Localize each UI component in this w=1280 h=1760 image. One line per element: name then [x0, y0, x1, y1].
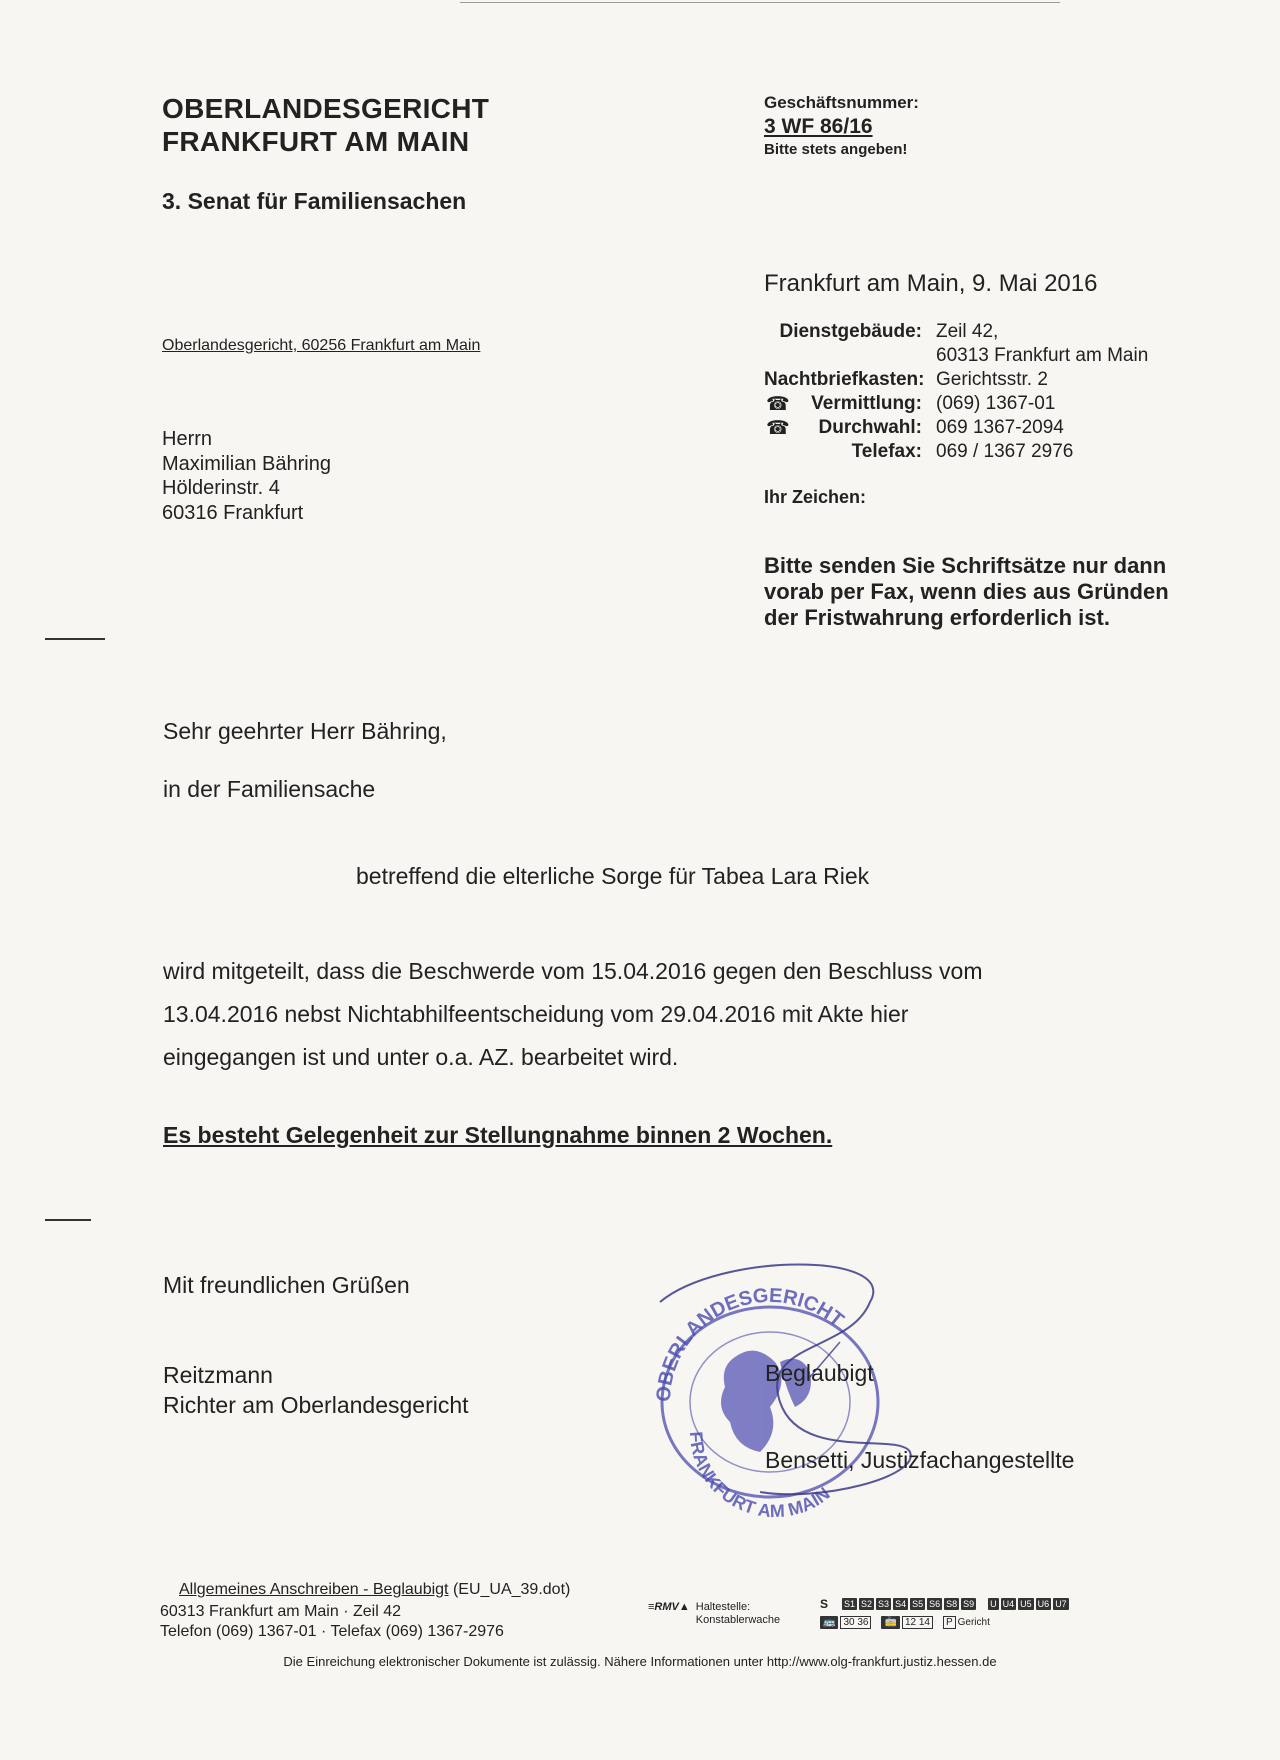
u-bahn-line: U7: [1055, 1599, 1067, 1609]
case-ref-number: 3 WF 86/16: [764, 115, 873, 138]
paragraph-line: wird mitgeteilt, dass die Beschwerde vom 15.04.2016 gegen den Beschluss vom: [163, 958, 983, 984]
footer-phone: Telefon (069) 1367-01 · Telefax (069) 1367-2976: [160, 1623, 504, 1640]
case-ref-note: Bitte stets angeben!: [764, 141, 908, 158]
u-bahn-line: U6: [1037, 1599, 1050, 1609]
contact-row: [764, 368, 1148, 392]
footer-template: [179, 1581, 570, 1599]
signature-block: [163, 1360, 469, 1420]
paragraph-line: eingegangen ist und unter o.a. AZ. bearbeitet wird.: [163, 1044, 679, 1070]
sender-line: Oberlandesgericht, 60256 Frankfurt am Main: [162, 337, 481, 354]
letter-salutation: Sehr geehrter Herr Bähring,: [163, 718, 447, 744]
clerk-name: Bensetti, Justizfachangestellte: [765, 1447, 1075, 1473]
recipient-city: 60316 Frankfurt: [162, 501, 304, 524]
contact-row: [764, 440, 1148, 464]
s-bahn-line: S8: [946, 1599, 958, 1609]
s-bahn-line: S6: [929, 1599, 941, 1609]
senate-name: 3. Senat für Familiensachen: [162, 188, 467, 214]
tram-icon: 🚋: [881, 1616, 899, 1629]
certified-label: Beglaubigt: [765, 1360, 874, 1386]
footer-address: 60313 Frankfurt am Main · Zeil 42: [160, 1603, 401, 1620]
your-reference-label: Ihr Zeichen:: [764, 487, 867, 507]
signer-name: Reitzmann: [163, 1362, 273, 1388]
fold-mark: [45, 1219, 91, 1221]
phone-icon: ☎: [766, 394, 790, 415]
contact-label: Telefax:: [851, 441, 922, 462]
court-name-line2: FRANKFURT AM MAIN: [162, 126, 470, 157]
recipient-address: [162, 427, 331, 525]
u-bahn-line: U: [990, 1599, 997, 1609]
fax-notice-line: vorab per Fax, wenn dies aus Gründen: [764, 579, 1169, 604]
recipient-salutation: Herrn: [162, 428, 213, 450]
s-bahn-icon: S: [820, 1597, 829, 1611]
fax-notice-line: Bitte senden Sie Schriftsätze nur dann: [764, 553, 1167, 578]
contact-row: [764, 320, 1148, 344]
footer-template-name: Allgemeines Anschreiben - Beglaubigt: [179, 1581, 449, 1598]
contact-label: Dienstgebäude:: [779, 321, 922, 342]
footer-template-file: (EU_UA_39.dot): [452, 1581, 571, 1598]
fax-notice-line: der Fristwahrung erforderlich ist.: [764, 605, 1110, 630]
parking-label: Gericht: [957, 1617, 990, 1628]
contact-value: 069 / 1367 2976: [936, 441, 1074, 462]
closing: Mit freundlichen Grüßen: [163, 1272, 410, 1298]
transit-logo-icon: ≡RMV▲: [648, 1601, 690, 1613]
recipient-street: Hölderinstr. 4: [162, 477, 280, 499]
case-ref-label: Geschäftsnummer:: [764, 93, 919, 112]
stop-name: Konstablerwache: [695, 1614, 781, 1626]
footer-info: Die Einreichung elektronischer Dokumente ist zulässig. Nähere Informationen unter http://www.olg-frankfurt.justiz.hessen.de: [283, 1654, 997, 1669]
transit-lines: [820, 1597, 1071, 1629]
s-bahn-line: S3: [878, 1599, 890, 1609]
bus-icon: 🚌: [820, 1616, 838, 1629]
court-seal-stamp: [640, 1262, 1000, 1567]
letter-subject: betreffend die elterliche Sorge für Tabea Lara Riek: [356, 863, 870, 889]
fold-mark: [45, 638, 105, 640]
bus-lines: 30 36: [840, 1616, 871, 1629]
u-bahn-line: U4: [1002, 1599, 1015, 1609]
contact-block: [764, 320, 1148, 464]
footer-address-block: [160, 1602, 504, 1642]
parking-icon: P: [943, 1616, 956, 1629]
recipient-name: Maximilian Bähring: [162, 452, 331, 475]
contact-row: [764, 344, 1148, 368]
contact-label: Nachtbriefkasten:: [764, 369, 925, 390]
transit-stop: [648, 1601, 780, 1627]
contact-value: 60313 Frankfurt am Main: [936, 345, 1149, 366]
fax-notice: [764, 553, 1169, 631]
letter-date: Frankfurt am Main, 9. Mai 2016: [764, 270, 1098, 297]
signer-title: Richter am Oberlandesgericht: [163, 1392, 469, 1418]
letter-paragraph: [163, 950, 1123, 1079]
contact-label: Vermittlung:: [811, 393, 922, 414]
s-bahn-line: S1: [844, 1599, 856, 1609]
contact-row: [764, 392, 1148, 416]
s-bahn-line: S9: [963, 1599, 975, 1609]
contact-value: Gerichtsstr. 2: [936, 369, 1048, 390]
s-bahn-line: S4: [895, 1599, 907, 1609]
letter-intro: in der Familiensache: [163, 776, 376, 802]
tram-lines: 12 14: [902, 1616, 933, 1629]
statement-notice: Es besteht Gelegenheit zur Stellungnahme binnen 2 Wochen.: [163, 1122, 833, 1148]
phone-icon: ☎: [766, 418, 790, 439]
contact-value: (069) 1367-01: [936, 393, 1056, 414]
top-edge-line: [460, 2, 1060, 3]
s-bahn-line: S5: [912, 1599, 924, 1609]
court-name-line1: OBERLANDESGERICHT: [162, 93, 490, 124]
stamp-bottom-text: FRANKFURT AM MAIN: [685, 1430, 834, 1522]
stop-label: Haltestelle:: [695, 1601, 751, 1613]
paragraph-line: 13.04.2016 nebst Nichtabhilfeentscheidung vom 29.04.2016 mit Akte hier: [163, 1001, 909, 1027]
contact-value: Zeil 42,: [936, 321, 999, 342]
u-bahn-line: U5: [1020, 1599, 1032, 1609]
court-name: [162, 92, 489, 158]
s-bahn-line: S2: [861, 1599, 873, 1609]
contact-row: [764, 416, 1148, 440]
contact-label: Durchwahl:: [818, 417, 922, 438]
contact-value: 069 1367-2094: [936, 417, 1064, 438]
stamp-top-text: OBERLANDESGERICHT: [652, 1284, 848, 1403]
